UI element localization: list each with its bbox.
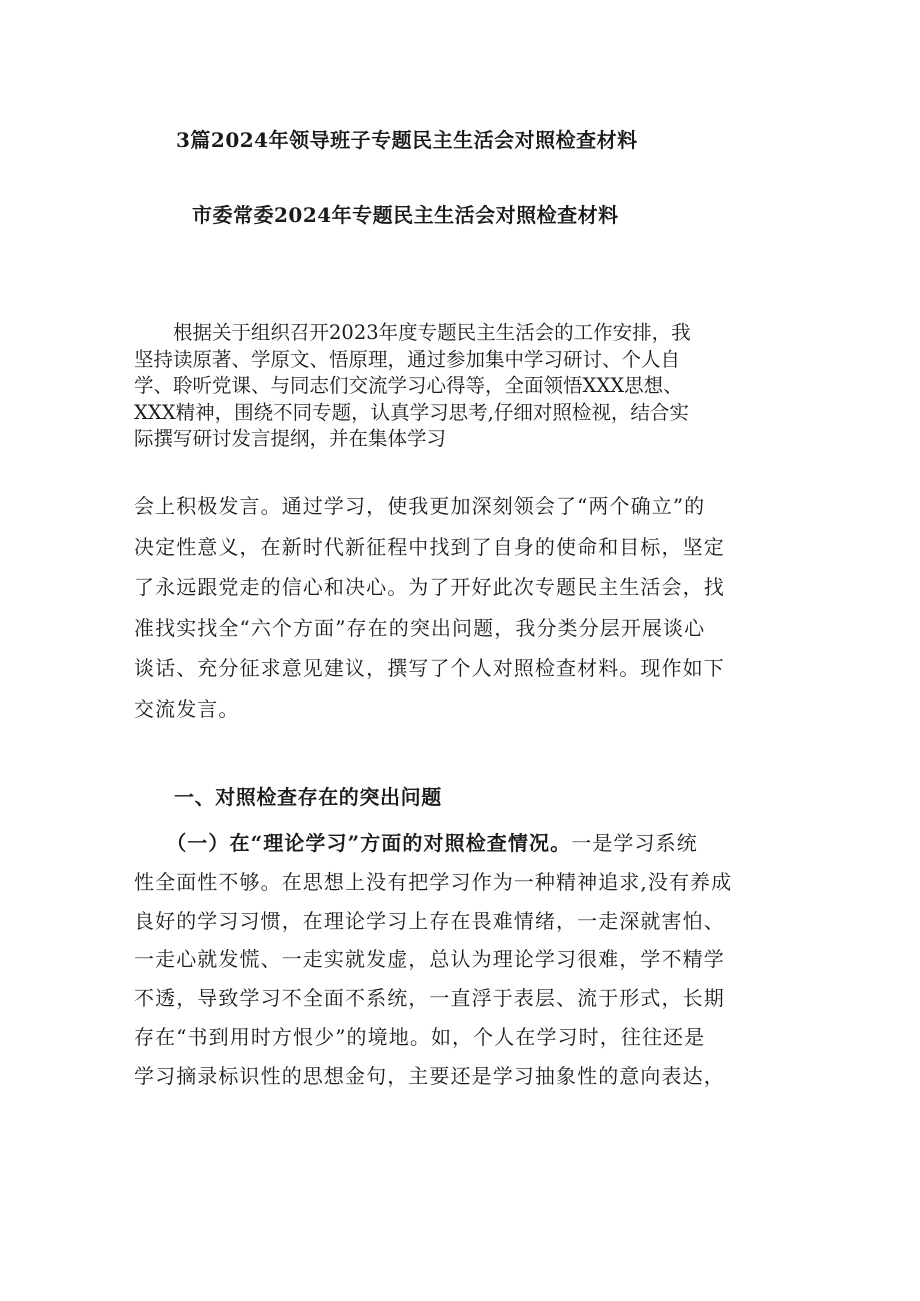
body-line: 性全面性不够。在思想上没有把学习作为一种精神追求,没有养成 [134,869,733,894]
subsection-heading: （一）在“理论学习”方面的对照检查情况。 [176,831,572,855]
body-line: 存在“书到用时方恨少”的境地。如，个人在学习时，往往还是 [134,1024,706,1049]
section-heading: 一、对照检查存在的突出问题 [174,785,442,809]
subsection-paragraph [134,824,796,1096]
intro-line: 根据关于组织召开2023年度专题民主生活会的工作安排，我 [134,321,691,344]
body-line: 不透，导致学习不全面不系统，一直浮于表层、流于形式，长期 [134,986,725,1011]
body-line: 一走心就发慌、一走实就发虚，总认为理论学习很难，学不精学 [134,947,725,972]
continuation-line: 谈话、充分征求意见建议，撰写了个人对照检查材料。现作如下 [134,656,725,681]
subsection-first-line [134,824,796,863]
body-line: 良好的学习习惯，在理论学习上存在畏难情绪，一走深就害怕、 [134,908,725,933]
continuation-line: 了永远跟党走的信心和决心。为了开好此次专题民主生活会，找 [134,575,725,600]
continuation-paragraph [134,486,794,730]
subsection-first-rest: 一是学习系统 [571,831,698,855]
intro-line: XXX精神，围绕不同专题，认真学习思考,仔细对照检视，结合实 [134,400,689,424]
document-subtitle: 市委常委2024年专题民主生活会对照检查材料 [192,203,619,227]
intro-paragraph [134,320,794,453]
continuation-line: 交流发言。 [134,696,240,721]
continuation-line: 会上积极发言。通过学习，使我更加深刻领会了“两个确立”的 [134,494,706,518]
intro-line: 坚持读原著、学原文、悟原理，通过参加集中学习研讨、个人自 [134,347,681,371]
document-title: 3篇2024年领导班子专题民主生活会对照检查材料 [176,128,638,152]
continuation-line: 决定性意义，在新时代新征程中找到了自身的使命和目标，坚定 [134,534,725,559]
intro-line: 际撰写研讨发言提纲，并在集体学习 [134,427,447,451]
intro-line: 学、聆听党课、与同志们交流学习心得等，全面领悟XXX思想、 [134,374,683,398]
continuation-line: 准找实找全“六个方面”存在的突出问题，我分类分层开展谈心 [134,615,706,640]
body-line: 学习摘录标识性的思想金句，主要还是学习抽象性的意向表达， [134,1063,725,1088]
